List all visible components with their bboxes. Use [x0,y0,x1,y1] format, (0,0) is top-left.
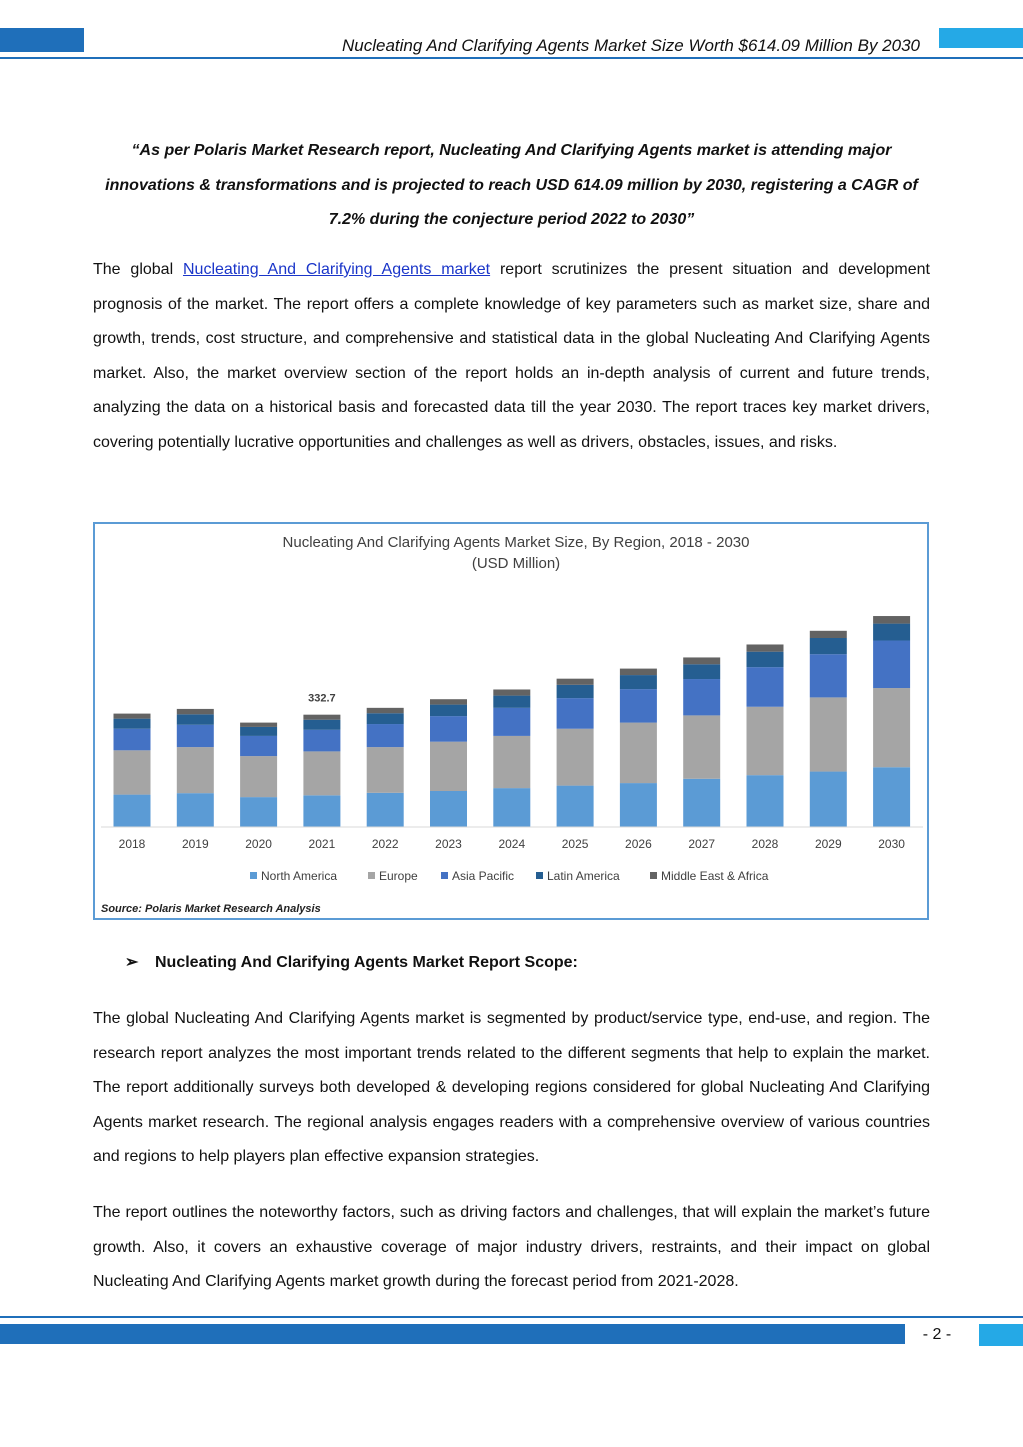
x-tick-label: 2022 [371,837,399,851]
bar-segment [810,638,847,654]
bar-segment [430,791,467,827]
x-tick-label: 2020 [245,837,272,851]
bar-segment [810,631,847,638]
legend-label: Europe [379,869,418,883]
bar-segment [493,696,530,708]
bar-segment [177,793,214,827]
legend-swatch [650,872,657,879]
x-tick-label: 2026 [625,837,652,851]
bar-segment [240,797,277,827]
bar-segment [303,730,340,752]
bar-segment [747,775,784,827]
bar-segment [620,689,657,722]
scope-heading [125,952,578,972]
chart-canvas [95,524,927,918]
chart-source: Source: Polaris Market Research Analysis [101,903,321,915]
footer-accent-right [979,1324,1023,1346]
x-tick-label: 2024 [498,837,526,851]
bar-segment [430,699,467,704]
bar-segment [367,793,404,827]
bar-segment [747,652,784,667]
bar-segment [430,742,467,791]
footer-rule [0,1316,1023,1318]
intro-prefix: The global [93,261,183,278]
scope-heading-text: Nucleating And Clarifying Agents Market Report Scope: [155,954,578,971]
bar-segment [747,667,784,707]
header-accent-left [0,28,84,52]
bar-segment [493,689,530,695]
bar-segment [240,756,277,797]
bar-segment [873,641,910,689]
chart-subtitle: (USD Million) [471,555,561,572]
page-number: - 2 - [922,1326,952,1343]
bar-segment [114,719,151,729]
bar-segment [114,750,151,794]
growth-factors-paragraph: The report outlines the noteworthy factors, such as driving factors and challenges, that will explain the market’s future growth. Also, it covers an exhaustive coverage of major industry drivers, restraints, and their impact on global Nucleating And Clarifying Agents market growth during the forecast period from 2021-2028. [93,1204,930,1291]
bar-segment [240,736,277,756]
bar-segment [177,709,214,714]
chart-title: Nucleating And Clarifying Agents Market Size, By Region, 2018 - 2030 [282,534,750,551]
header-rule [0,57,1023,59]
bar-segment [873,767,910,827]
bar-segment [620,783,657,827]
bar-segment [683,779,720,827]
bar-segment [303,720,340,730]
bar-segment [747,644,784,651]
x-tick-label: 2027 [688,837,716,851]
bar-segment [114,714,151,719]
summary-quote: “As per Polaris Market Research report, Nucleating And Clarifying Agents market is attending major innovations & transformations and is projected to reach USD 614.09 million by 2030, registering a CAGR of 7.2% during the conjecture period 2022 to 2030” [105,142,918,228]
data-label-2021: 332.7 [308,692,336,705]
bar-segment [683,657,720,664]
bar-segment [683,664,720,679]
bar-segment [810,697,847,771]
header-accent-right [939,28,1023,48]
intro-body: report scrutinizes the present situation and development prognosis of the market. The report offers a complete knowledge of key parameters such as market size, share and growth, trends, cost structure, and comprehensive and statistical data in the global Nucleating And Clarifying Agents market. Also, the market overview section of the report holds an in-depth analysis of current and future trends, analyzing the data on a historical basis and forecasted data till the year 2030. The report traces key market drivers, covering potentially lucrative opportunities and challenges as well as drivers, obstacles, issues, and risks. [93,261,930,451]
intro-paragraph [93,253,930,461]
bar-segment [303,795,340,827]
x-tick-label: 2025 [561,837,589,851]
bar-segment [430,716,467,742]
bar-segment [683,715,720,778]
bar-segment [620,669,657,675]
bar-segment [873,616,910,624]
bar-segment [557,786,594,827]
market-report-link[interactable]: Nucleating And Clarifying Agents market [182,261,491,278]
bar-segment [873,624,910,641]
footer-bar [0,1324,905,1344]
bar-segment [367,713,404,724]
bar-segment [810,654,847,697]
bar-segment [114,729,151,751]
bar-segment [114,795,151,827]
legend-label: North America [261,869,338,883]
arrow-bullet-icon: ➢ [125,954,139,971]
bar-segment [177,725,214,747]
x-tick-label: 2021 [308,837,336,851]
bar-segment [683,679,720,715]
bar-segment [747,707,784,775]
bar-segment [557,729,594,786]
bar-segment [303,751,340,795]
x-tick-label: 2028 [751,837,779,851]
legend-swatch [250,872,257,879]
x-tick-label: 2018 [118,837,146,851]
bar-segment [810,772,847,827]
bar-segment [240,723,277,727]
bar-segment [303,715,340,720]
bar-segment [240,727,277,736]
legend-label: Latin America [547,869,620,883]
legend-swatch [441,872,448,879]
bar-segment [873,688,910,767]
x-tick-label: 2029 [814,837,842,851]
x-tick-label: 2023 [435,837,462,851]
x-tick-label: 2030 [878,837,905,851]
bar-segment [493,708,530,736]
bar-segment [177,747,214,793]
market-size-chart [93,522,929,920]
chart-bars [114,616,911,827]
x-axis-ticks [119,837,906,851]
legend-swatch [368,872,375,879]
page-header-title: Nucleating And Clarifying Agents Market Size Worth $614.09 Million By 2030 [342,36,920,55]
bar-segment [493,788,530,827]
bar-segment [620,675,657,689]
bar-segment [367,747,404,793]
bar-segment [557,679,594,685]
bar-segment [177,714,214,724]
bar-segment [620,723,657,783]
bar-segment [557,698,594,729]
segmentation-paragraph: The global Nucleating And Clarifying Agents market is segmented by product/service type, end-use, and region. The research report analyzes the most important trends related to the different segments that help to explain the market. The report additionally surveys both developed & developing regions considered for global Nucleating And Clarifying Agents market research. The regional analysis engages readers with a comprehensive overview of various countries and regions to help players plan effective expansion strategies. [93,1010,930,1166]
chart-legend [250,869,769,883]
bar-segment [493,736,530,788]
bar-segment [430,705,467,717]
legend-label: Middle East & Africa [661,869,769,883]
bar-segment [367,724,404,747]
bar-segment [557,685,594,698]
legend-label: Asia Pacific [452,869,515,883]
bar-segment [367,708,404,713]
x-tick-label: 2019 [181,837,209,851]
legend-swatch [536,872,543,879]
